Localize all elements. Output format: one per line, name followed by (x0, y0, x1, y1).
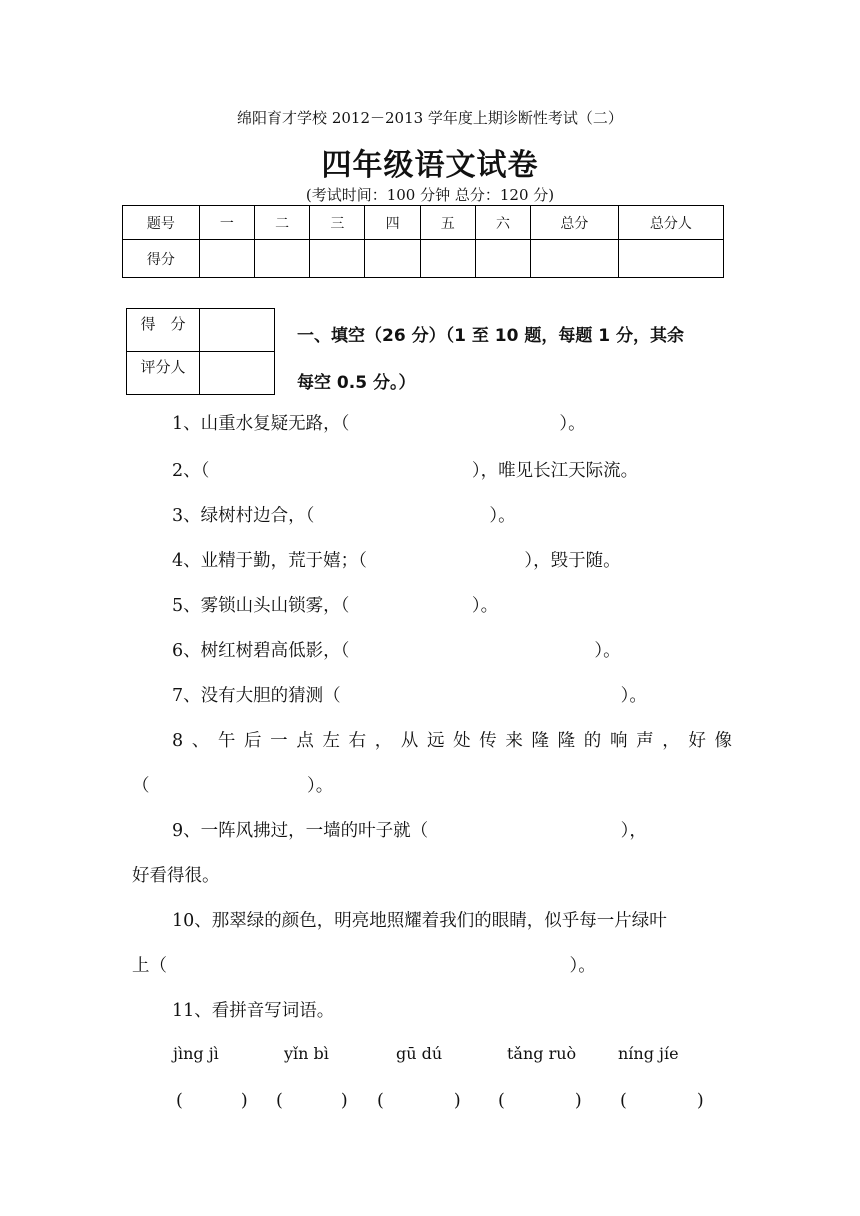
header-cell-question-number: 题号 (123, 206, 200, 240)
pinyin-1: jìng jì (173, 1044, 219, 1063)
section-1-heading-cont: 每空 0.5 分。） (297, 373, 416, 393)
score-cell[interactable] (475, 240, 530, 278)
score-cell[interactable] (420, 240, 475, 278)
answer-bracket-4[interactable]: ( ) (498, 1091, 582, 1111)
question-1: 1、山重水复疑无路，（ ）。 (172, 414, 586, 434)
score-table-header-row (123, 206, 724, 240)
header-cell-4: 四 (365, 206, 420, 240)
header-cell-2: 二 (255, 206, 310, 240)
pinyin-5: níng jíe (618, 1044, 679, 1063)
score-cell[interactable] (199, 240, 254, 278)
exam-info: (考试时间：100 分钟 总分：120 分) (305, 186, 555, 204)
score-cell[interactable] (365, 240, 420, 278)
question-11: 11、看拼音写词语。 (172, 1001, 335, 1021)
score-cell[interactable] (310, 240, 365, 278)
header-cell-1: 一 (199, 206, 254, 240)
question-5: 5、雾锁山头山锁雾，（ ）。 (172, 596, 499, 616)
pinyin-2: yǐn bì (284, 1044, 329, 1063)
header-cell-3: 三 (310, 206, 365, 240)
score-cell-total-grader[interactable] (618, 240, 723, 278)
question-4: 4、业精于勤，荒于嬉；（ ），毁于随。 (172, 551, 621, 571)
question-8: 8、午后一点左右，从远处传来隆隆的响声，好像 (172, 731, 732, 751)
score-cell[interactable] (255, 240, 310, 278)
question-7: 7、没有大胆的猜测（ ）。 (172, 686, 647, 706)
question-6: 6、树红树碧高低影，（ ）。 (172, 641, 621, 661)
answer-bracket-1[interactable]: ( ) (176, 1091, 248, 1111)
grader-score-cell[interactable] (200, 309, 275, 352)
answer-bracket-3[interactable]: ( ) (377, 1091, 461, 1111)
question-2: 2、（ ），唯见长江天际流。 (172, 461, 639, 481)
question-8-cont: （ ）。 (132, 776, 334, 796)
question-10-cont: 上（ ）。 (132, 956, 596, 976)
grader-name-cell[interactable] (200, 352, 275, 395)
question-10: 10、那翠绿的颜色，明亮地照耀着我们的眼睛，似乎每一片绿叶 (172, 911, 667, 931)
header-cell-5: 五 (420, 206, 475, 240)
question-3: 3、绿树村边合，（ ）。 (172, 506, 516, 526)
score-table-score-row (123, 240, 724, 278)
grader-score-label: 得 分 (127, 309, 200, 352)
header-cell-total: 总分 (531, 206, 619, 240)
pinyin-4: tǎng ruò (507, 1044, 577, 1063)
question-9-cont: 好看得很。 (132, 866, 220, 886)
score-cell-total[interactable] (531, 240, 619, 278)
school-exam-line: 绵阳育才学校 2012－2013 学年度上期诊断性考试（二） (237, 109, 623, 127)
score-table (122, 205, 724, 278)
answer-bracket-5[interactable]: ( ) (620, 1091, 704, 1111)
header-cell-6: 六 (475, 206, 530, 240)
section-1-heading: 一、填空（26 分）（1 至 10 题，每题 1 分，其余 (297, 326, 684, 346)
header-cell-total-grader: 总分人 (618, 206, 723, 240)
pinyin-3: gū dú (396, 1044, 443, 1063)
answer-bracket-2[interactable]: ( ) (276, 1091, 348, 1111)
score-row-label: 得分 (123, 240, 200, 278)
grader-name-label: 评分人 (127, 352, 200, 395)
question-9: 9、一阵风拂过，一墙的叶子就（ ）， (172, 821, 647, 841)
section-grader-box (126, 308, 275, 395)
page-title: 四年级语文试卷 (321, 148, 539, 183)
